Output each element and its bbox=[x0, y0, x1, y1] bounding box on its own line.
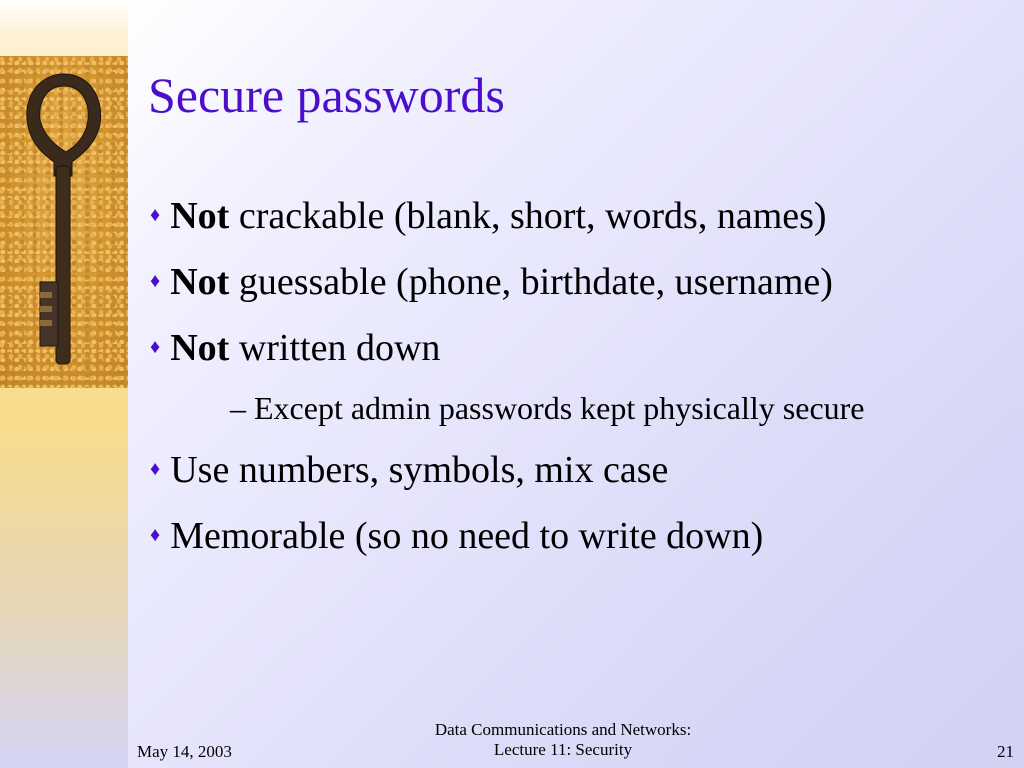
footer-course-line2: Lecture 11: Security bbox=[493, 740, 633, 759]
bullet-item bbox=[150, 194, 827, 238]
bullet-text: Memorable (so no need to write down) bbox=[170, 515, 764, 557]
bullet-emphasis: Not bbox=[170, 261, 230, 303]
bullet-item bbox=[150, 514, 763, 558]
bullet-text: Use numbers, symbols, mix case bbox=[170, 449, 669, 491]
bullet-text: crackable (blank, short, words, names) bbox=[229, 195, 827, 237]
bullet-item bbox=[150, 326, 440, 370]
footer-course bbox=[400, 720, 726, 760]
footer-date: May 14, 2003 bbox=[137, 742, 232, 761]
sub-bullet-item: – Except admin passwords kept physically secure bbox=[230, 390, 865, 426]
bullet-text: guessable (phone, birthdate, username) bbox=[229, 261, 833, 303]
slide-title: Secure passwords bbox=[148, 67, 505, 123]
footer-course-line1: Data Communications and Networks: bbox=[434, 720, 692, 739]
diamond-bullet-icon: ♦ bbox=[150, 524, 161, 546]
diamond-bullet-icon: ♦ bbox=[150, 270, 161, 292]
bullet-emphasis: Not bbox=[170, 195, 230, 237]
diamond-bullet-icon: ♦ bbox=[150, 204, 161, 226]
bullet-text: written down bbox=[229, 327, 441, 369]
key-photo bbox=[0, 56, 128, 388]
diamond-bullet-icon: ♦ bbox=[150, 336, 161, 358]
page-number: 21 bbox=[997, 742, 1014, 761]
diamond-bullet-icon: ♦ bbox=[150, 458, 161, 480]
bullet-emphasis: Not bbox=[170, 327, 230, 369]
bullet-item bbox=[150, 448, 668, 492]
key-icon bbox=[0, 56, 128, 388]
bullet-item bbox=[150, 260, 833, 304]
